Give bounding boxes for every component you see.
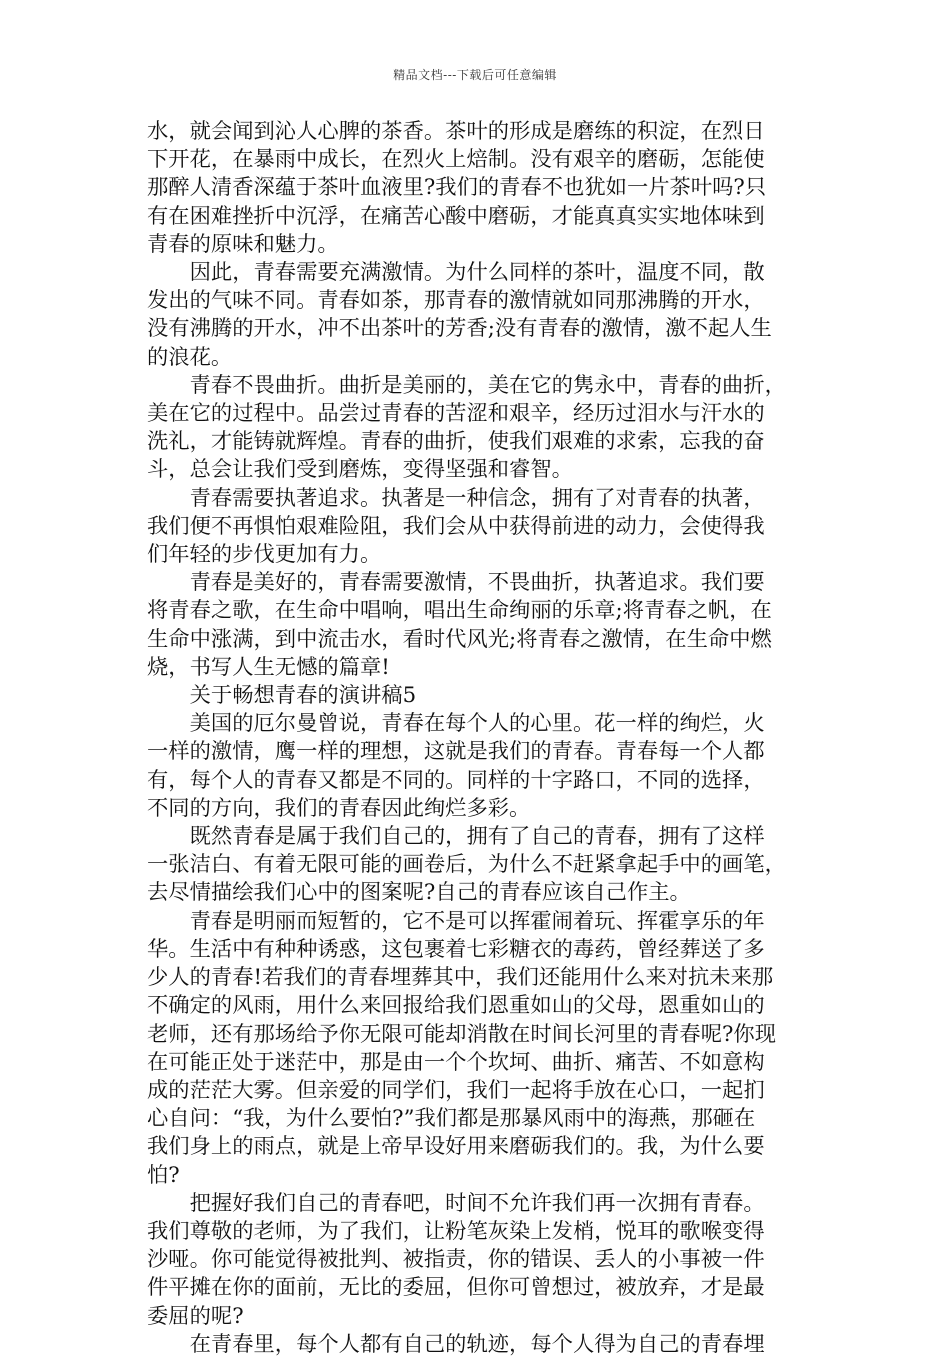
paragraph: 青春是美好的，青春需要激情，不畏曲折，执著追求。我们要 将青春之歌，在生命中唱响，唱出生命绚丽的乐章;将青春之帆，在 生命中涨满，到中流击水，看时代风光;将青春之激情，在生命中燃 烧，书写人生无憾的篇章!: [147, 570, 772, 680]
paragraph: 因此，青春需要充满激情。为什么同样的茶叶，温度不同，散 发出的气味不同。青春如茶，那青春的激情就如同那沸腾的开水， 没有沸腾的开水，冲不出茶叶的芳香;没有青春的激情，激不起人生 的浪花。: [147, 260, 772, 370]
paragraph: 青春是明丽而短暂的，它不是可以挥霍闹着玩、挥霍享乐的年 华。生活中有种种诱惑，这包裹着七彩糖衣的毒药，曾经葬送了多 少人的青春!若我们的青春埋葬其中，我们还能用什么来对抗未来那 不确定的风雨，用什么来回报给我们恩重如山的父母，恩重如山的 老师，还有那场给予你无限可能却消散在时间长河里的青春呢?你现 在可能正处于迷茫中，那是由一个个坎坷、曲折、痛苦、不如意构 成的茫茫大雾。但亲爱的同学们，我们一起将手放在心口，一起扪 心自问：“我，为什么要怕?”我们都是那暴风雨中的海燕，那砸在 我们身上的雨点，就是上帝早设好用来磨砺我们的。我，为什么要 怕?: [147, 908, 777, 1188]
paragraph: 水，就会闻到沁人心脾的茶香。茶叶的形成是磨练的积淀，在烈日 下开花，在暴雨中成长，在烈火上焙制。没有艰辛的磨砺，怎能使 那醉人清香深蕴于茶叶血液里?我们的青春不也犹如一片茶叶吗?只 有在困难挫折中沉浮，在痛苦心酸中磨砺，才能真真实实地体味到 青春的原味和魅力。: [147, 119, 767, 257]
paragraph: 青春需要执著追求。执著是一种信念，拥有了对青春的执著， 我们便不再惧怕艰难险阻，我们会从中获得前进的动力，会使得我 们年轻的步伐更加有力。: [147, 485, 765, 568]
paragraph: 在青春里，每个人都有自己的轨迹，每个人得为自己的青春埋: [147, 1331, 765, 1357]
document-body: [147, 118, 811, 1359]
paragraph: 美国的厄尔曼曾说，青春在每个人的心里。花一样的绚烂，火 一样的激情，鹰一样的理想，这就是我们的青春。青春每一个人都 有，每个人的青春又都是不同的。同样的十字路口，不同的选择， 不同的方向，我们的青春因此绚烂多彩。: [147, 711, 765, 821]
section-heading: 关于畅想青春的演讲稿5: [147, 683, 417, 709]
paragraph: 既然青春是属于我们自己的，拥有了自己的青春，拥有了这样 一张洁白、有着无限可能的画卷后，为什么不赶紧拿起手中的画笔， 去尽情描绘我们心中的图案呢?自己的青春应该自己作主。: [147, 824, 786, 906]
paragraph: 把握好我们自己的青春吧，时间不允许我们再一次拥有青春。 我们尊敬的老师，为了我们，让粉笔灰染上发梢，悦耳的歌喉变得 沙哑。你可能觉得被批判、被指责，你的错误、丢人的小事被一件 件平摊在你的面前，无比的委屈，但你可曾想过，被放弃，才是最 委屈的呢?: [147, 1190, 765, 1329]
page-header: 精品文档---下载后可任意编辑: [393, 68, 557, 82]
paragraph: 青春不畏曲折。曲折是美丽的，美在它的隽永中，青春的曲折， 美在它的过程中。品尝过青春的苦涩和艰辛，经历过泪水与汗水的 洗礼，才能铸就辉煌。青春的曲折，使我们艰难的求索，忘我的奋 斗，总会让我们受到磨炼，变得坚强和睿智。: [147, 372, 786, 483]
